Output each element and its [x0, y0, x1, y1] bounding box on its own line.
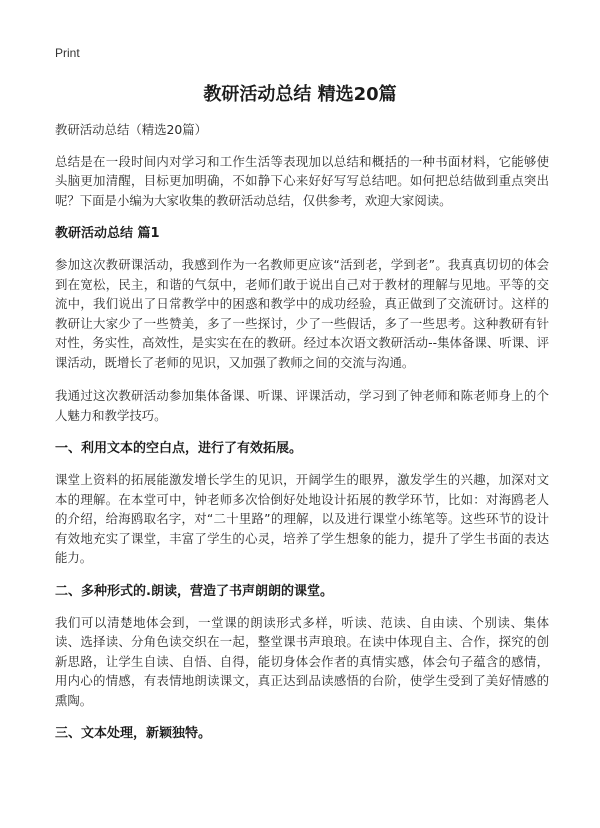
point-heading-3: 三、文本处理，新颖独特。 [55, 726, 212, 741]
point-heading-2: 二、多种形式的.朗读，营造了书声朗朗的课堂。 [55, 583, 333, 599]
point-heading-1: 一、利用文本的空白点，进行了有效拓展。 [55, 441, 303, 456]
section-paragraph-2: 我通过这次教研活动参加集体备课、听课、评课活动，学习到了钟老师和陈老师身上的个人魅力和教学技巧。 [55, 388, 549, 423]
page-title: 教研活动总结 精选20篇 [203, 84, 397, 105]
section-heading: 教研活动总结 篇1 [55, 226, 160, 241]
article-subtitle: 教研活动总结（精选20篇） [55, 122, 208, 137]
point-paragraph-2: 我们可以清楚地体会到，一堂课的朗读形式多样，听读、范读、自由读、个别读、集体读、选择读、分角色读交织在一起，整堂课书声琅琅。在读中体现自主、合作，探究的创新思路，让学生自读、自悟、自得，能切身体会作者的真情实感，体会句子蕴含的感情，用内心的情感，有表情地朗读课文，真正达到品读感悟的台阶，使学生受到了美好情感的熏陶。 [55, 614, 549, 708]
article-body [55, 120, 549, 755]
print-link[interactable]: Print [55, 46, 80, 60]
section-paragraph-1: 参加这次教研课活动，我感到作为一名教师更应该“活到老，学到老”。我真真切切的体会到在宽松，民主，和谐的气氛中，老师们敢于说出自己对于教材的理解与见地。平等的交流中，我们说出了日常教学中的困惑和教学中的成功经验，真正做到了交流研讨。这样的教研让大家少了一些赞美，多了一些探讨，少了一些假话，多了一些思考。这种教研有针对性，务实性，高效性，是实实在在的教研。经过本次语文教研活动--集体备课、听课、评课活动，既增长了老师的见识，又加强了教师之间的交流与沟通。 [55, 257, 549, 370]
intro-paragraph: 总结是在一段时间内对学习和工作生活等表现加以总结和概括的一种书面材料，它能够使头脑更加清醒，目标更加明确，不如静下心来好好写写总结吧。如何把总结做到重点突出呢？下面是小编为大家收集的教研活动总结，仅供参考，欢迎大家阅读。 [55, 153, 549, 208]
point-paragraph-1: 课堂上资料的拓展能激发增长学生的见识，开阔学生的眼界，激发学生的兴趣，加深对文本的理解。在本堂可中，钟老师多次恰倒好处地设计拓展的教学环节，比如：对海鸥老人的介绍，给海鸥取名字，对“二十里路”的理解，以及进行课堂小练笔等。这些环节的设计有效地充实了课堂，丰富了学生的心灵，培养了学生想象的能力，提升了学生书面的表达能力。 [55, 472, 549, 565]
